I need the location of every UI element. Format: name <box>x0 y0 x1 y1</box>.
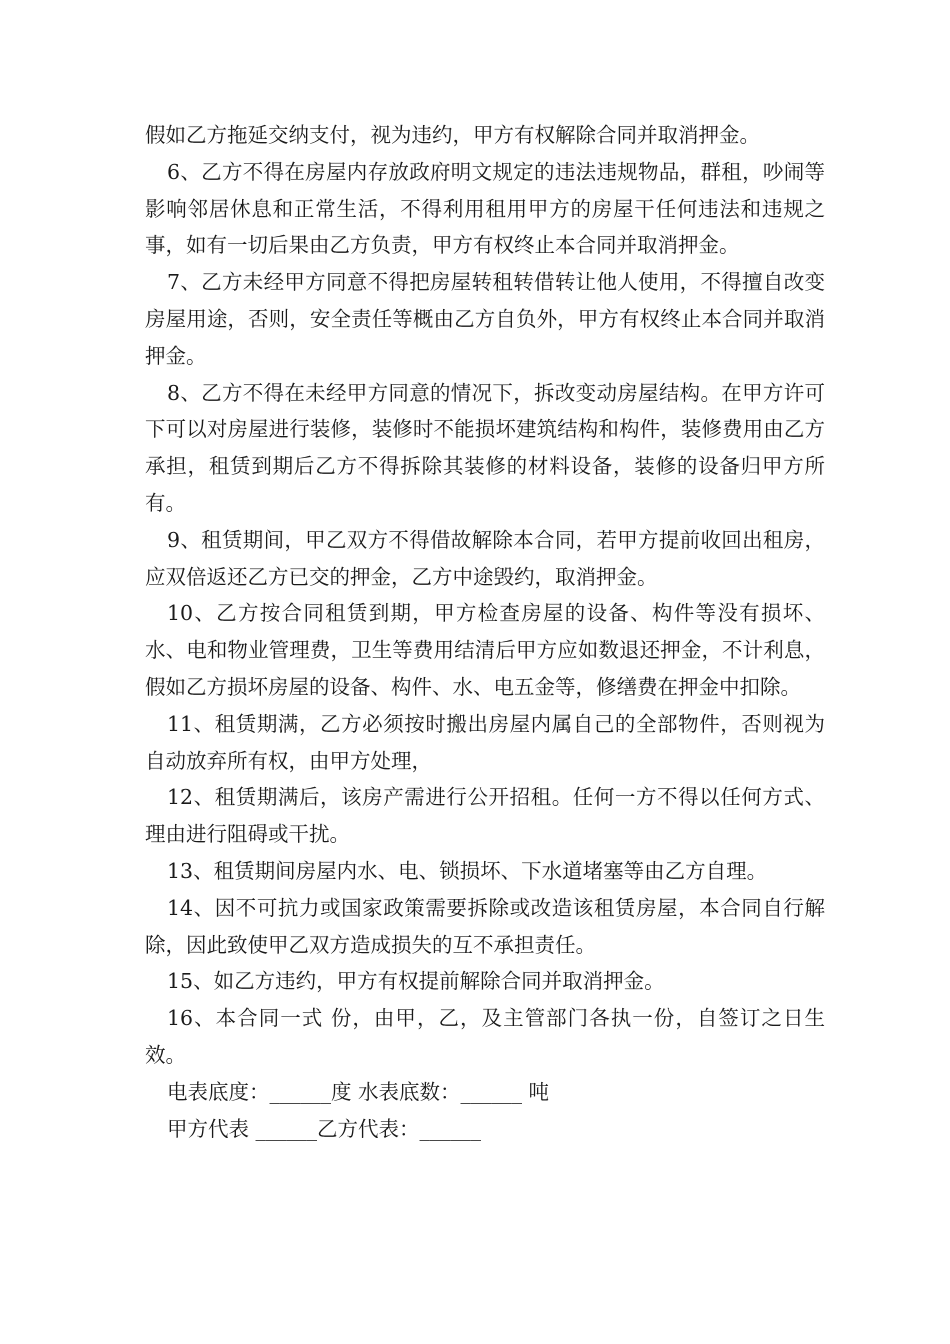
clause-15: 15、如乙方违约，甲方有权提前解除合同并取消押金。 <box>167 969 665 994</box>
clause-8: 8、乙方不得在未经甲方同意的情况下，拆改变动房屋结构。在甲方许可下可以对房屋进行装修，装修时不能损坏建筑结构和构件，装修费用由乙方承担，租赁到期后乙方不得拆除其装修的材料设备，装修的设备归甲方所有。 <box>145 380 825 515</box>
signature-line: 甲方代表 ______乙方代表：______ <box>167 1116 482 1141</box>
clause-7: 7、乙方未经甲方同意不得把房屋转租转借转让他人使用，不得擅自改变房屋用途，否则，安全责任等概由乙方自负外，甲方有权终止本合同并取消押金。 <box>145 270 825 368</box>
clause-12: 12、租赁期满后，该房产需进行公开招租。任何一方不得以任何方式、理由进行阻碍或干扰。 <box>145 785 825 847</box>
clause-14: 14、因不可抗力或国家政策需要拆除或改造该租赁房屋，本合同自行解除，因此致使甲乙双方造成损失的互不承担责任。 <box>145 895 825 957</box>
contract-body <box>145 117 825 1147</box>
clause-11: 11、租赁期满，乙方必须按时搬出房屋内属自己的全部物件，否则视为自动放弃所有权，由甲方处理， <box>145 711 825 773</box>
clause-13: 13、租赁期间房屋内水、电、锁损坏、下水道堵塞等由乙方自理。 <box>167 858 768 883</box>
clause-10: 10、乙方按合同租赁到期，甲方检查房屋的设备、构件等没有损坏、水、电和物业管理费，卫生等费用结清后甲方应如数退还押金，不计利息，假如乙方损坏房屋的设备、构件、水、电五金等，修缮费在押金中扣除。 <box>145 601 825 699</box>
paragraph-continuation: 假如乙方拖延交纳支付，视为违约，甲方有权解除合同并取消押金。 <box>145 123 760 147</box>
clause-16: 16、本合同一式 份，由甲，乙，及主管部门各执一份，自签订之日生效。 <box>145 1006 825 1067</box>
meter-reading-line: 电表底度：______度 水表底数：______ 吨 <box>167 1079 550 1104</box>
clause-9: 9、租赁期间，甲乙双方不得借故解除本合同，若甲方提前收回出租房，应双倍返还乙方已交的押金，乙方中途毁约，取消押金。 <box>145 527 825 589</box>
clause-6: 6、乙方不得在房屋内存放政府明文规定的违法违规物品，群租，吵闹等影响邻居休息和正常生活，不得利用租用甲方的房屋干任何违法和违规之事，如有一切后果由乙方负责，甲方有权终止本合同并取消押金。 <box>145 159 825 258</box>
